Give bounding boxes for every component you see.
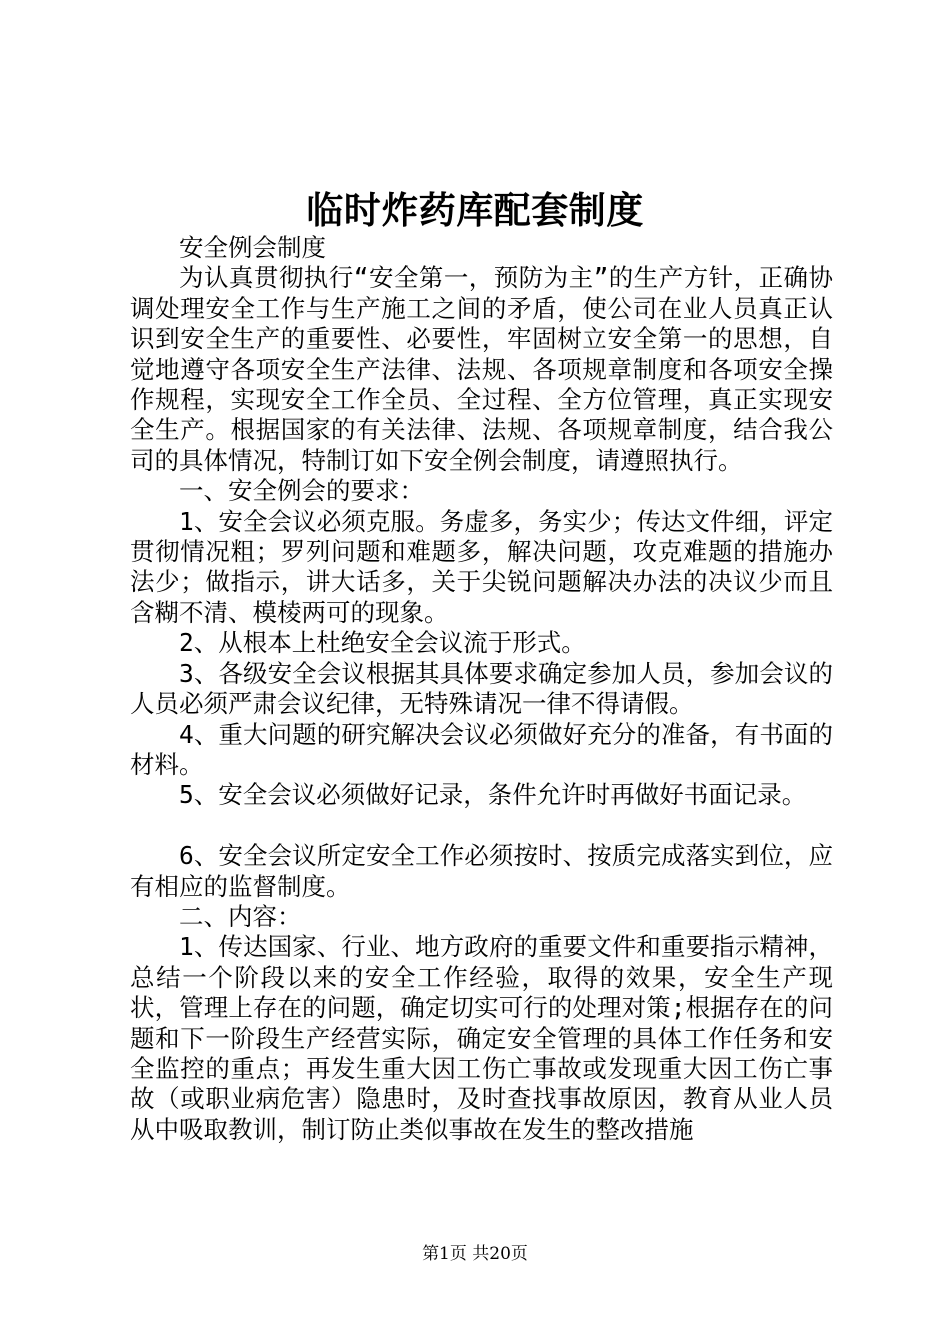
requirement-item-5: 5、安全会议必须做好记录，条件允许时再做好书面记录。: [179, 780, 807, 810]
requirement-item-6: 6、安全会议所定安全工作必须按时、按质完成落实到位，应有相应的监督制度。: [130, 841, 833, 901]
content-item-1: 1、传达国家、行业、地方政府的重要文件和重要指示精神，总结一个阶段以来的安全工作经验，取得的效果，安全生产现状，管理上存在的问题，确定切实可行的处理对策;根据存在的问题和下一阶段生产经营实际，确定安全管理的具体工作任务和安全监控的重点；再发生重大因工伤亡事故或发现重大因工伤亡事故（或职业病危害）隐患时，及时查找事故原因，教育从业人员从中吸取教训，制订防止类似事故在发生的整改措施: [130, 932, 833, 1144]
document-body: [130, 233, 833, 1145]
document-title: 临时炸药库配套制度: [306, 188, 644, 232]
requirement-item-4: 4、重大问题的研究解决会议必须做好充分的准备，有书面的材料。: [130, 719, 833, 779]
requirement-item-3: 3、各级安全会议根据其具体要求确定参加人员，参加会议的人员必须严肃会议纪律，无特殊请况一律不得请假。: [130, 658, 833, 719]
requirement-item-2: 2、从根本上杜绝安全会议流于形式。: [179, 628, 586, 658]
content-heading: 二、内容：: [179, 901, 302, 931]
requirement-item-1: 1、安全会议必须克服。务虚多，务实少；传达文件细，评定贯彻情况粗；罗列问题和难题多，解决问题，攻克难题的措施办法少；做指示，讲大话多，关于尖锐问题解决办法的决议少而且含糊不清、模棱两可的现象。: [130, 506, 833, 627]
section-heading: 安全例会制度: [179, 233, 326, 262]
requirements-heading: 一、安全例会的要求：: [179, 476, 424, 506]
page-footer: 第1页 共20页: [422, 1244, 528, 1264]
blank-line: [130, 811, 833, 841]
intro-paragraph: 为认真贯彻执行“安全第一，预防为主”的生产方针，正确协调处理安全工作与生产施工之间的矛盾，使公司在业人员真正认识到安全生产的重要性、必要性，牢固树立安全第一的思想，自觉地遵守各项安全生产法律、法规、各项规章制度和各项安全操作规程，实现安全工作全员、全过程、全方位管理，真正实现安全生产。根据国家的有关法律、法规、各项规章制度，结合我公司的具体情况，特制订如下安全例会制度，请遵照执行。: [130, 263, 833, 475]
